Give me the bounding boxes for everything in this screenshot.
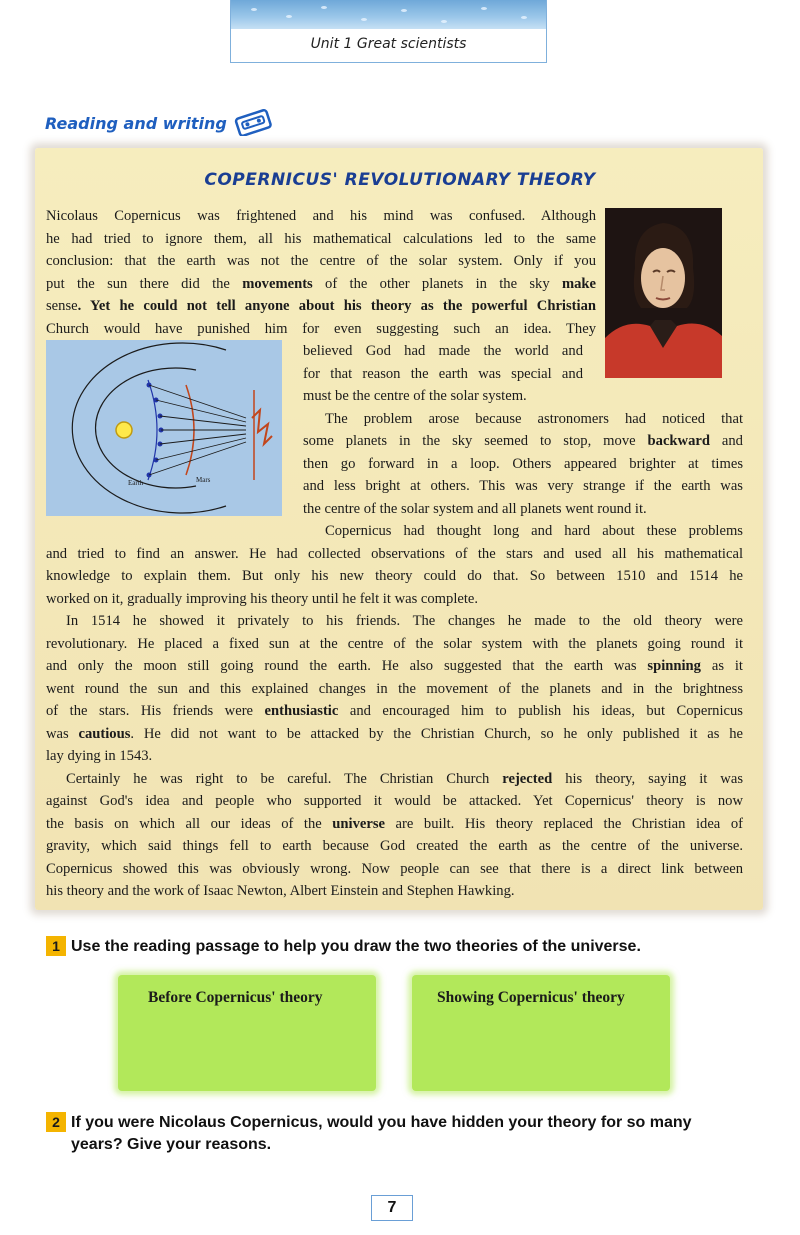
passage-line: Copernicus showed this was obviously wrong. Now people can see that there is a direct link between [46, 860, 743, 877]
passage-line: went round the sun and this explained changes in the movement of the planets and in the brightness [46, 680, 743, 697]
passage-text: of the other planets in the sky [312, 275, 562, 292]
passage-line: and less bright at others. This was very strange if the earth was [303, 478, 743, 494]
passage-line [46, 813, 743, 836]
page-number: 7 [371, 1195, 413, 1221]
unit-header [230, 0, 547, 63]
passage-line: believed God had made the world and [303, 343, 583, 359]
task-1 [46, 936, 641, 956]
vocabulary-word: universe [332, 815, 385, 832]
passage-line: Copernicus had thought long and hard about these problems [325, 523, 743, 539]
task-1-text: Use the reading passage to help you draw the two theories of the universe. [71, 938, 641, 955]
cassette-tape-icon [234, 108, 272, 136]
passage-text: . He did not want to be attacked by the Christian Church, so he only published it as he [130, 725, 743, 742]
passage-text: and [709, 433, 743, 449]
passage-line [66, 768, 743, 791]
passage-line: Church would have punished him for even suggesting such an idea. They [46, 320, 596, 337]
vocabulary-word: enthusiastic [264, 703, 339, 719]
passage-text: Certainly he was right to be careful. The Christian Church [66, 770, 503, 787]
task-2-number: 2 [46, 1112, 66, 1132]
vocabulary-word: rejected [502, 770, 553, 787]
passage-line: Nicolaus Copernicus was frightened and his mind was confused. Although [46, 208, 596, 224]
passage-text: put the sun there did the [46, 275, 243, 292]
passage-line [46, 655, 743, 678]
unit-title: Unit 1 Great scientists [310, 36, 467, 52]
vocabulary-word: make [561, 275, 596, 292]
earth-label: Earth [128, 479, 144, 487]
vocabulary-word: spinning [647, 658, 701, 674]
header-water-image [231, 0, 546, 29]
showing-theory-label: Showing Copernicus' theory [437, 989, 625, 1006]
passage-line: against God's idea and people who supported it would be attacked. Yet Copernicus' theory is now [46, 793, 743, 809]
passage-text: sense [46, 298, 78, 314]
passage-line: lay dying in 1543. [46, 748, 153, 764]
before-theory-label: Before Copernicus' theory [148, 989, 323, 1006]
passage-line: gravity, which said things fell to earth because God created the earth as the centre of the universe. [46, 838, 743, 854]
passage-text: of the stars. His friends were [46, 703, 265, 719]
section-label: Reading and writing [45, 114, 227, 133]
passage-text: as it [700, 658, 743, 674]
passage-line: revolutionary. He placed a fixed sun at the centre of the solar system with the planets going round it [46, 635, 743, 652]
vocabulary-word: . Yet he could not tell anyone about his theory as the powerful Christian [77, 298, 596, 314]
passage-line: In 1514 he showed it privately to his friends. The changes he made to the old theory were [66, 613, 743, 629]
passage-line: his theory and the work of Isaac Newton, Albert Einstein and Stephen Hawking. [46, 883, 515, 899]
passage-line: then go forward in a loop. Others appeared brighter at times [303, 455, 743, 472]
orbit-diagram [46, 340, 282, 516]
before-theory-box [118, 975, 376, 1091]
vocabulary-word: cautious [78, 725, 131, 742]
passage-text: and only the moon still going round the earth. He also suggested that the earth was [46, 658, 648, 674]
task-1-number: 1 [46, 936, 66, 956]
passage-line: The problem arose because astronomers had noticed that [325, 410, 743, 427]
passage-line: must be the centre of the solar system. [303, 388, 527, 404]
passage-line [303, 430, 743, 453]
passage-text: the basis on which all our ideas of the [46, 815, 333, 832]
passage-line: he had tried to ignore them, all his mathematical calculations led to the same [46, 230, 596, 247]
passage-line: and tried to find an answer. He had collected observations of the stars and used all his mathematical [46, 545, 743, 562]
reading-title: COPERNICUS' REVOLUTIONARY THEORY [204, 170, 596, 190]
showing-theory-box [412, 975, 670, 1091]
passage-text: was [46, 725, 79, 742]
copernicus-portrait [605, 208, 722, 378]
passage-text: are built. His theory replaced the Christian idea of [385, 815, 743, 832]
passage-line [46, 700, 743, 723]
task-2 [46, 1112, 692, 1132]
passage-text: his theory, saying it was [552, 770, 744, 787]
task-2-text-line1: If you were Nicolaus Copernicus, would you have hidden your theory for so many [71, 1114, 692, 1131]
passage-line: conclusion: that the earth was not the centre of the solar system. Only if you [46, 253, 596, 269]
mars-label: Mars [196, 476, 211, 484]
passage-text: some planets in the sky seemed to stop, move [303, 433, 648, 449]
passage-text: and encouraged him to publish his ideas, but Copernicus [338, 703, 743, 719]
passage-line [46, 723, 743, 746]
passage-line: the centre of the solar system and all planets went round it. [303, 500, 647, 517]
passage-line: worked on it, gradually improving his theory until he felt it was complete. [46, 590, 479, 607]
passage-line: for that reason the earth was special and [303, 365, 583, 382]
vocabulary-word: backward [647, 433, 710, 449]
passage-line: knowledge to explain them. But only his new theory could do that. So between 1510 and 1514 he [46, 568, 743, 584]
vocabulary-word: movements [242, 275, 313, 292]
passage-line [46, 295, 596, 318]
task-2-line2: years? Give your reasons. [71, 1136, 272, 1153]
passage-line [46, 273, 596, 296]
